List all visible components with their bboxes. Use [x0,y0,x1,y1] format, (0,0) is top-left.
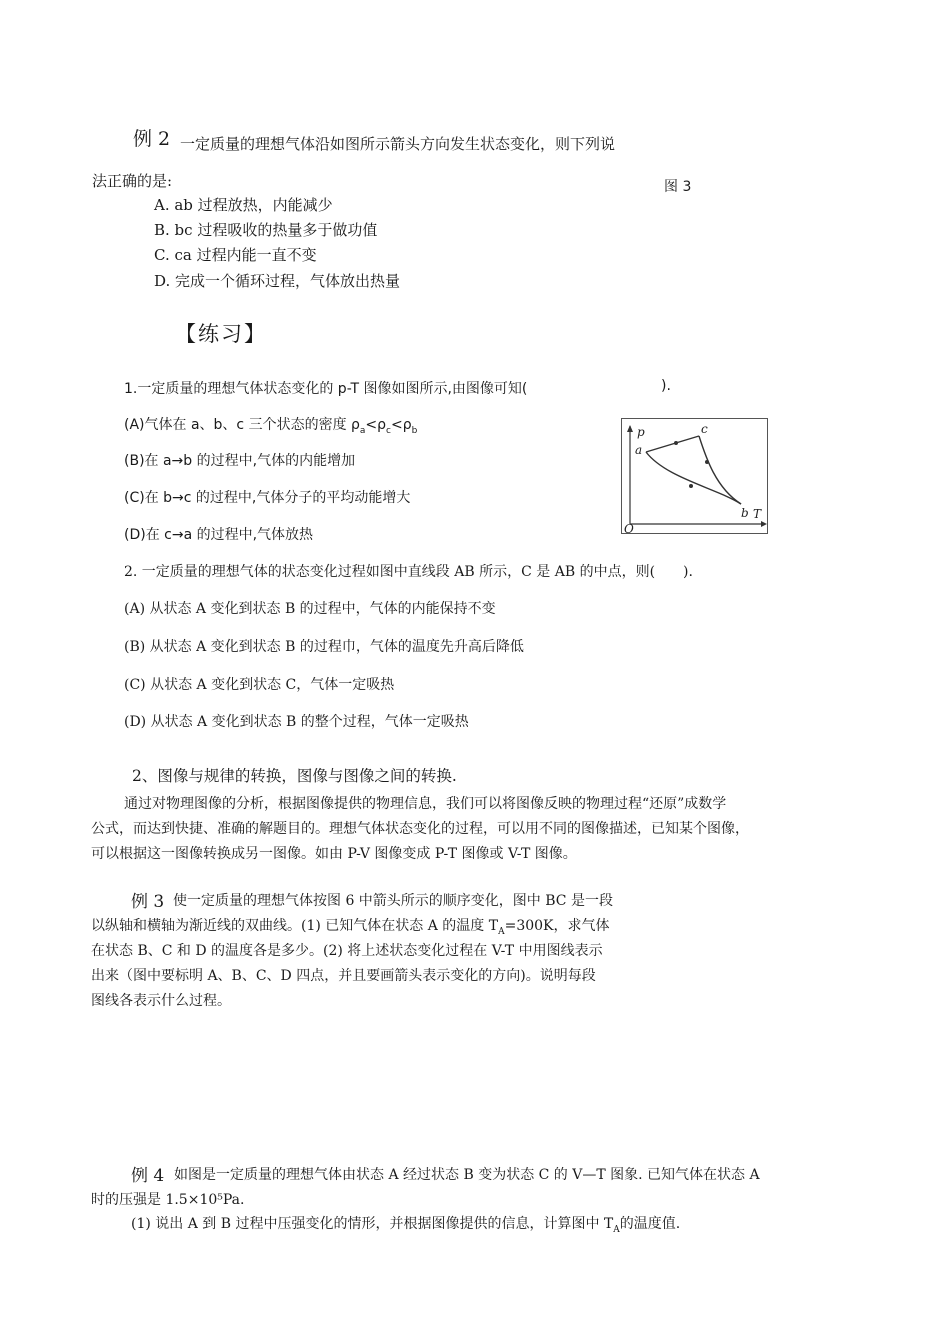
figure3-caption: 图 3 [664,179,692,195]
example4-line3 [131,1213,680,1235]
q1-option-b: (B)在 a→b 的过程中,气体的内能增加 [124,453,356,469]
example3-line2 [91,915,610,937]
example4-line1: 如图是一定质量的理想气体由状态 A 经过状态 B 变为状态 C 的 V—T 图象. 已知气体在状态 A [174,1167,760,1183]
q2-option-c: (C) 从状态 A 变化到状态 C，气体一定吸热 [124,677,395,693]
arrow-dot-bc [705,460,709,464]
density-sub-b: b [411,426,418,436]
example4-line3-a: (1) 说出 A 到 B 过程中压强变化的情形，并根据图像提供的信息，计算图中 T [131,1216,614,1232]
section2-para-line1: 通过对物理图像的分析，根据图像提供的物理信息，我们可以将图像反映的物理过程“还原”成数学 [124,796,727,812]
q1-option-d: (D)在 c→a 的过程中,气体放热 [124,527,314,543]
example2-label: 例 2 [133,128,171,150]
example4-line3-b: 的温度值. [619,1216,681,1232]
example4-ta-sub: A [613,1225,620,1235]
label-T: T [753,507,762,521]
q2-option-d: (D) 从状态 A 变化到状态 B 的整个过程，气体一定吸热 [124,714,469,730]
label-b: b [741,506,749,520]
q2-stem: 2. 一定质量的理想气体的状态变化过程如图中直线段 AB 所示，C 是 AB 的中点，则( ). [124,564,693,580]
example4-line2: 时的压强是 1.5×10⁵Pa. [91,1192,245,1208]
section2-para-line3: 可以根据这一图像转换成另一图像。如由 P-V 图像变成 P-T 图像或 V-T 图像。 [91,846,577,862]
q2-option-a: (A) 从状态 A 变化到状态 B 的过程中，气体的内能保持不变 [124,601,496,617]
arrow-dot-ab [689,484,693,488]
q1-stem: 1.一定质量的理想气体状态变化的 p-T 图像如图所示,由图像可知( [124,381,528,397]
example4-label: 例 4 [131,1166,165,1186]
example2-option-a: A. ab 过程放热，内能减少 [154,196,333,214]
section2-title: 2、图像与规律的转换，图像与图像之间的转换. [132,767,457,785]
section2-para-line2: 公式，而达到快捷、准确的解题目的。理想气体状态变化的过程，可以用不同的图像描述，已知某个图像， [91,821,749,837]
q1-stem-end: ). [661,378,671,394]
label-p: p [637,425,645,439]
lt-rho-1: <ρ [365,417,387,433]
example3-ta-sub: A [498,927,505,937]
q1-option-a [124,414,417,436]
density-sub-c: c [386,426,391,436]
q1-option-c: (C)在 b→c 的过程中,气体分子的平均动能增大 [124,490,411,506]
practice-heading: 【练习】 [175,322,267,346]
q1-option-a-text: (A)气体在 a、b、c 三个状态的密度 ρ [124,417,360,433]
lt-rho-2: <ρ [391,417,412,433]
q2-option-b: (B) 从状态 A 变化到状态 B 的过程巾，气体的温度先升高后降低 [124,639,524,655]
pt-diagram [621,418,768,534]
label-a: a [635,443,643,457]
density-sub-a: a [359,426,366,436]
example2-text-line2: 法正确的是: [92,172,173,190]
example2-text-line1: 一定质量的理想气体沿如图所示箭头方向发生状态变化，则下列说 [180,135,616,153]
arrow-dot-ca [674,441,678,445]
example3-label: 例 3 [131,892,165,912]
label-c: c [701,422,708,436]
pt-diagram-svg [621,418,768,534]
example3-line2-b: =300K，求气体 [504,918,610,934]
example2-option-d: D. 完成一个循环过程，气体放出热量 [154,272,401,290]
example2-option-b: B. bc 过程吸收的热量多于做功值 [154,221,378,239]
example3-line1: 使一定质量的理想气体按图 6 中箭头所示的顺序变化，图中 BC 是一段 [173,893,613,909]
label-origin: O [624,522,634,534]
example3-line3: 在状态 B、C 和 D 的温度各是多少。(2) 将上述状态变化过程在 V-T 中用图线表示 [91,943,603,959]
example3-line4: 出来（图中要标明 A、B、C、D 四点，并且要画箭头表示变化的方向)。说明每段 [91,968,596,984]
example2-option-c: C. ca 过程内能一直不变 [154,246,317,264]
example3-line5: 图线各表示什么过程。 [91,993,231,1009]
example3-line2-a: 以纵轴和横轴为渐近线的双曲线。(1) 已知气体在状态 A 的温度 T [91,918,499,934]
